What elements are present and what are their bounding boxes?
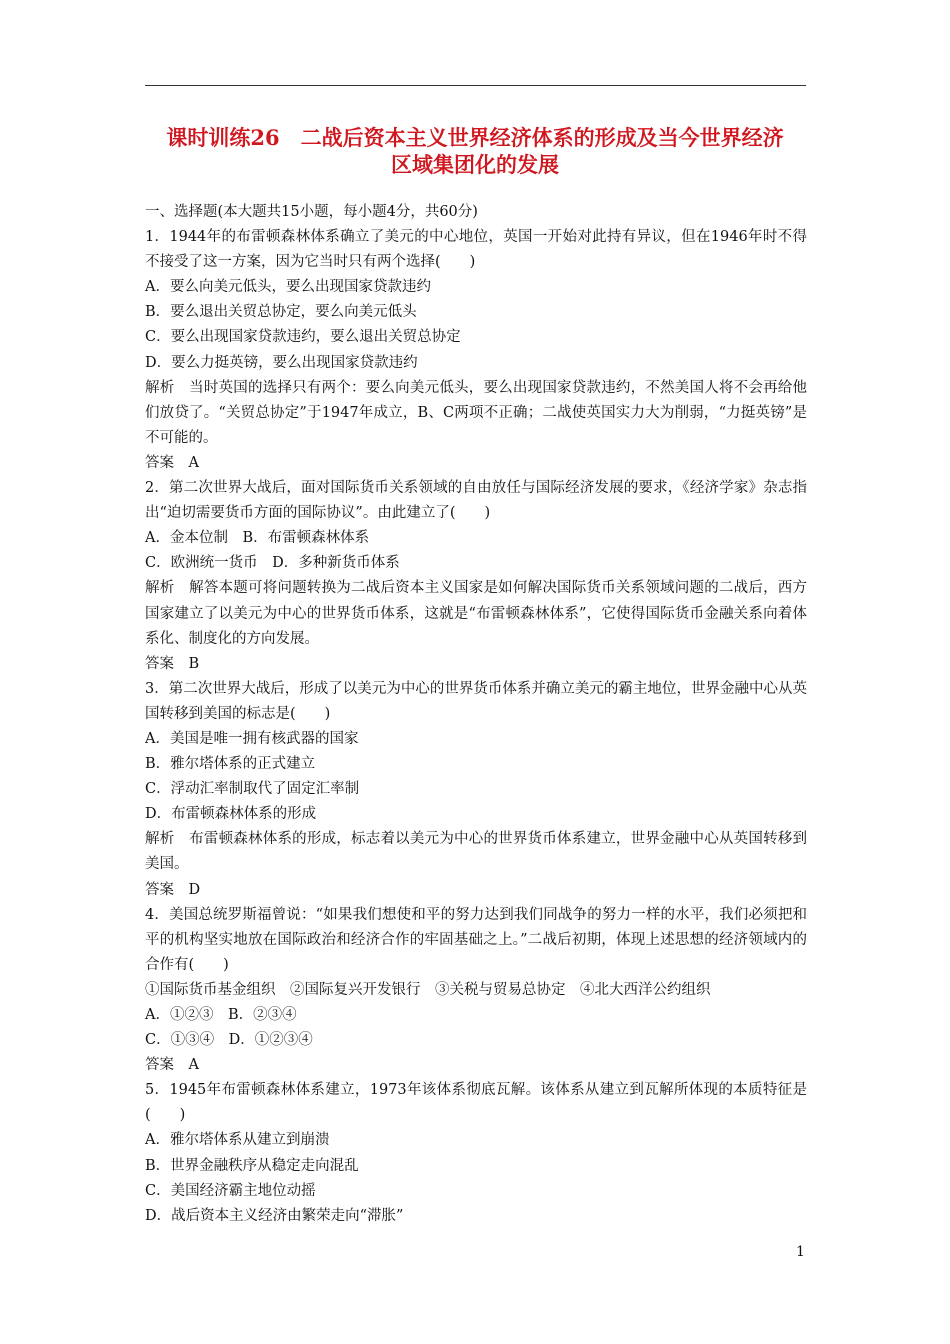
q1-analysis: 解析 当时英国的选择只有两个：要么向美元低头，要么出现国家贷款违约，不然美国人将不会再给他们放贷了。“关贸总协定”于1947年成立，B、C两项不正确；二战使英国实力大为削弱，“力挺英镑”是不可能的。 <box>145 379 807 446</box>
section-heading: 一、选择题(本大题共15小题，每小题4分，共60分) <box>145 204 478 220</box>
q1-option-c: C．要么出现国家贷款违约，要么退出关贸总协定 <box>145 329 461 346</box>
title-line-2: 区域集团化的发展 <box>391 152 559 177</box>
q1-answer: 答案 A <box>145 454 199 471</box>
q2-answer: 答案 B <box>145 655 200 672</box>
q3-analysis: 解析 布雷顿森林体系的形成，标志着以美元为中心的世界货币体系建立，世界金融中心从英国转移到美国。 <box>145 831 807 873</box>
page-number: 1 <box>796 1244 805 1260</box>
q4-options-ab: A．①②③ B．②③④ <box>145 1007 297 1023</box>
document-body <box>145 200 807 1229</box>
q4-answer: 答案 A <box>145 1057 199 1074</box>
q2-options-cd: C．欧洲统一货币 D．多种新货币体系 <box>145 555 400 572</box>
q2-options-ab: A．金本位制 B．布雷顿森林体系 <box>145 530 370 547</box>
question-2: 2．第二次世界大战后，面对国际货币关系领域的自由放任与国际经济发展的要求，《经济学家》杂志指出“迫切需要货币方面的国际协议”。由此建立了( ) <box>145 480 807 522</box>
q3-option-b: B．雅尔塔体系的正式建立 <box>145 756 316 773</box>
q1-option-b: B．要么退出关贸总协定，要么向美元低头 <box>145 304 417 321</box>
q3-answer: 答案 D <box>145 881 201 898</box>
question-5: 5．1945年布雷顿森林体系建立，1973年该体系彻底瓦解。该体系从建立到瓦解所体现的本质特征是( ) <box>145 1082 807 1124</box>
q1-option-d: D．要么力挺英镑，要么出现国家贷款违约 <box>145 354 418 371</box>
question-3: 3．第二次世界大战后，形成了以美元为中心的世界货币体系并确立美元的霸主地位，世界金融中心从英国转移到美国的标志是( ) <box>145 680 807 722</box>
title-line-1: 课时训练26 二战后资本主义世界经济体系的形成及当今世界经济 <box>166 125 784 150</box>
q5-option-b: B．世界金融秩序从稳定走向混乱 <box>145 1157 359 1174</box>
question-1: 1．1944年的布雷顿森林体系确立了美元的中心地位，英国一开始对此持有异议，但在1946年时不得不接受了这一方案，因为它当时只有两个选择( ) <box>145 229 807 271</box>
q4-items: ①国际货币基金组织 ②国际复兴开发银行 ③关税与贸易总协定 ④北大西洋公约组织 <box>145 981 711 998</box>
header-rule <box>145 85 806 86</box>
q5-option-a: A．雅尔塔体系从建立到崩溃 <box>145 1132 330 1149</box>
q1-option-a: A．要么向美元低头，要么出现国家贷款违约 <box>145 279 431 296</box>
question-4: 4．美国总统罗斯福曾说：“如果我们想使和平的努力达到我们同战争的努力一样的水平，我们必须把和平的机构坚实地放在国际政治和经济合作的牢固基础之上。”二战后初期，体现上述思想的经济领域内的合作有( ) <box>145 906 807 973</box>
q2-analysis: 解析 解答本题可将问题转换为二战后资本主义国家是如何解决国际货币关系领域问题的二战后，西方国家建立了以美元为中心的世界货币体系，这就是“布雷顿森林体系”，它使得国际货币金融关系向着体系化、制度化的方向发展。 <box>145 580 807 647</box>
q4-options-cd: C．①③④ D．①②③④ <box>145 1032 313 1049</box>
q3-option-c: C．浮动汇率制取代了固定汇率制 <box>145 781 360 798</box>
page-title <box>120 124 830 178</box>
q5-option-c: C．美国经济霸主地位动摇 <box>145 1182 316 1199</box>
q5-option-d: D．战后资本主义经济由繁荣走向“滞胀” <box>145 1207 404 1224</box>
q3-option-a: A．美国是唯一拥有核武器的国家 <box>145 730 359 747</box>
q3-option-d: D．布雷顿森林体系的形成 <box>145 806 317 823</box>
